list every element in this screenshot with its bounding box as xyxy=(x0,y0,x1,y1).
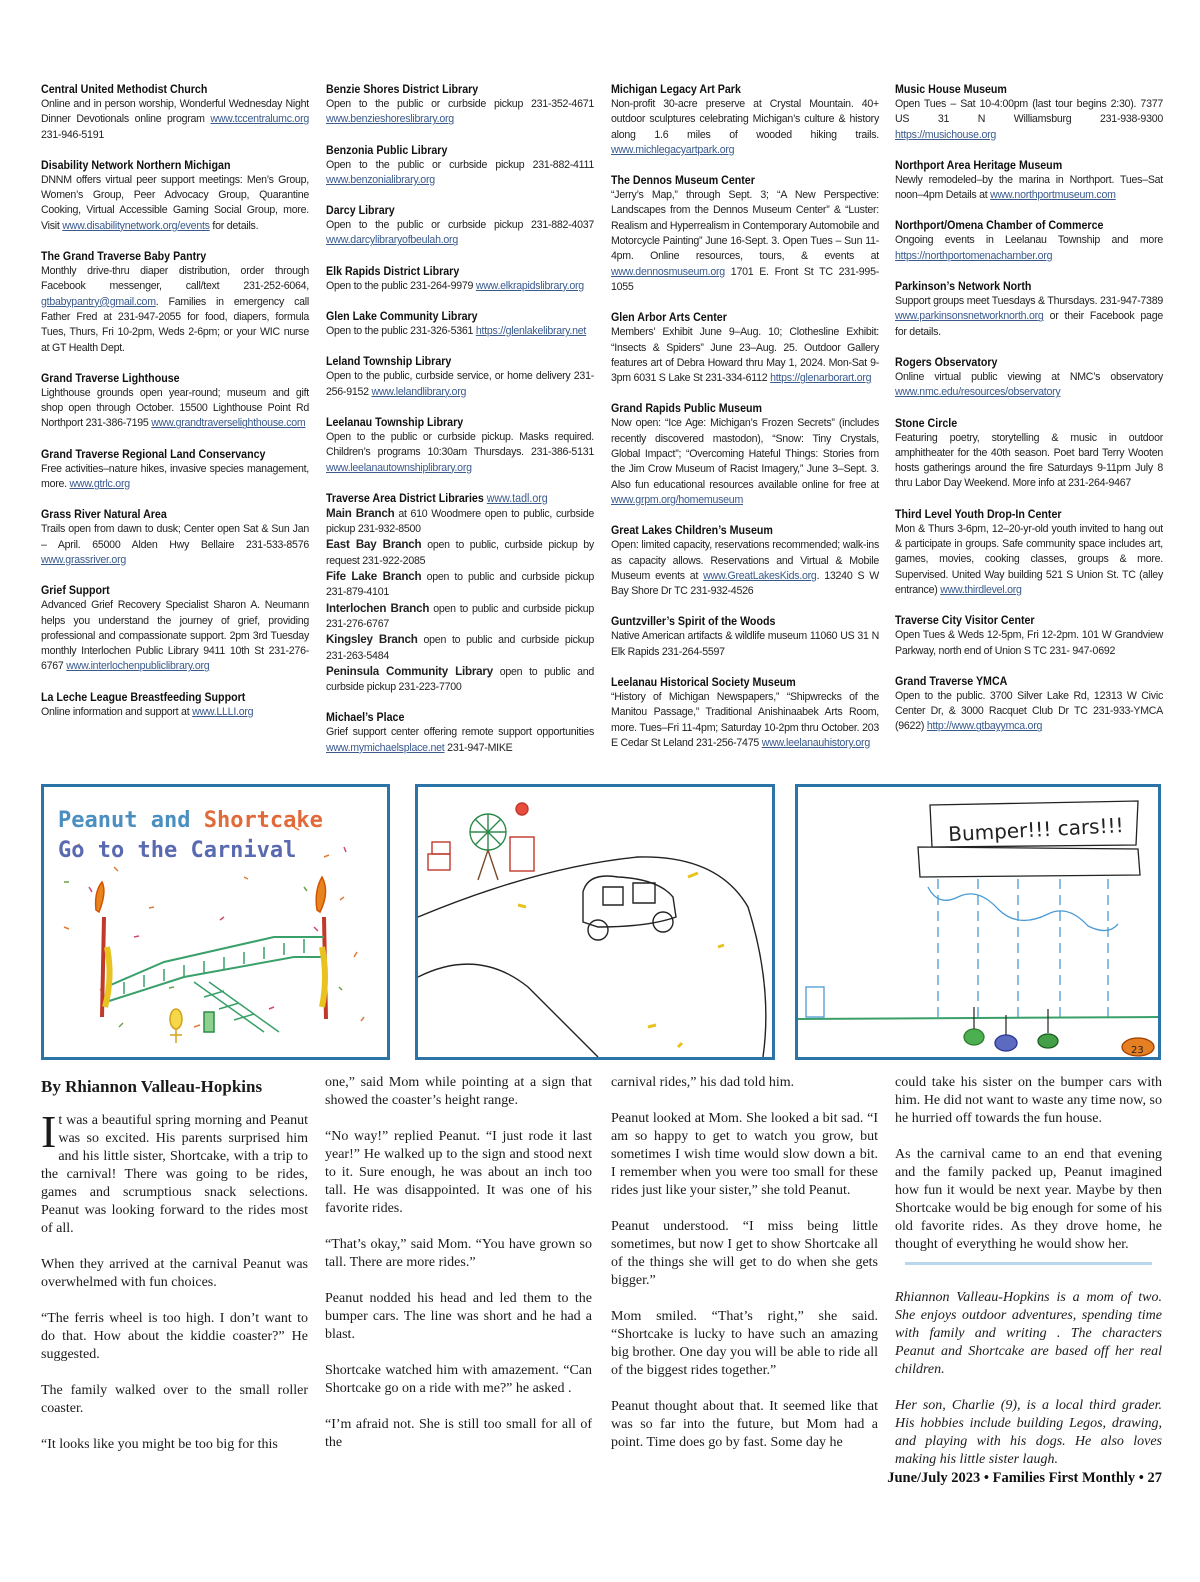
branch-name: Interlochen Branch xyxy=(326,601,430,615)
tadl-branch: Fife Lake Branch open to public and curbside pickup 231-879-4101 xyxy=(326,570,594,599)
dir-entry-name: Leelanau Historical Society Museum xyxy=(611,675,796,690)
dir-entry-name: Parkinson’s Network North xyxy=(895,279,1032,294)
dir-entry-link[interactable]: www.GreatLakesKids.org xyxy=(703,569,817,582)
story-paragraph: one,” said Mom while pointing at a sign that showed the coaster’s height range. xyxy=(325,1075,592,1108)
dir-entry-desc: Open Tues – Sat 10-4:00pm (last tour begins 2:30). 7377 US 31 N Williamsburg 231-938-9300 https://musichouse.org xyxy=(895,98,1163,141)
dir-entry-link[interactable]: https://glenarborart.org xyxy=(770,372,872,385)
dir-entry-name: Traverse Area District Libraries www.tadl.org xyxy=(326,490,548,505)
author-bio: Her son, Charlie (9), is a local third grader. His hobbies include building Legos, drawing, and playing with his dogs. He also loves making his little sister laugh. xyxy=(895,1398,1162,1467)
dir-entry-desc: Ongoing events in Leelanau Township and more https://northportomenachamber.org xyxy=(895,234,1163,262)
story-title-line-1: Peanut and Shortcake xyxy=(58,808,323,833)
dir-entry-link[interactable]: www.tadl.org xyxy=(486,490,548,505)
story-paragraph: “That’s okay,” said Mom. “You have grown so tall. There are more rides.” xyxy=(325,1237,592,1270)
directory-column-4 xyxy=(895,82,1163,750)
dir-entry-desc: Open to the public or curbside pickup. Masks required. Children’s programs 10:30am Thursdays. 231-386-5131 www.leelanautownshiplibrary.org xyxy=(326,430,594,474)
dir-entry-link[interactable]: www.mymichaelsplace.net xyxy=(326,741,445,754)
branch-name: East Bay Branch xyxy=(326,538,422,552)
dir-entry-link[interactable]: https://northportomenachamber.org xyxy=(895,249,1053,262)
dir-entry-name: The Dennos Museum Center xyxy=(611,173,755,188)
dir-entry-link[interactable]: www.grpm.org/homemuseum xyxy=(611,493,744,506)
dir-entry-name: Darcy Library xyxy=(326,203,395,218)
dir-entry xyxy=(326,82,594,128)
dir-entry-link[interactable]: www.grandtraverselighthouse.com xyxy=(151,417,306,430)
dir-entry-desc: Open to the public or curbside pickup 231-882-4111 www.benzonialibrary.org xyxy=(326,158,594,186)
dir-entry xyxy=(611,310,879,386)
drawing-title-panel xyxy=(41,784,390,1060)
dir-entry xyxy=(326,143,594,189)
dir-entry xyxy=(41,371,309,432)
drawing-number: 23 xyxy=(1131,1045,1144,1056)
dir-entry-name: Leelanau Township Library xyxy=(326,414,464,429)
story-paragraph: Peanut understood. “I miss being little sometimes, but now I get to show Shortcake all of the things she will get to do when she gets bigger.” xyxy=(611,1219,878,1288)
dir-entry-desc: Native American artifacts & wildlife museum 11060 US 31 N Elk Rapids 231-264-5597 xyxy=(611,630,879,658)
dir-entry xyxy=(41,249,309,356)
dir-entry-name: Disability Network Northern Michigan xyxy=(41,157,231,172)
dir-entry xyxy=(41,447,309,493)
dir-entry-desc: Mon & Thurs 3-6pm, 12–20-yr-old youth invited to hang out & participate in groups. Safe community space includes art, games, movies, cooking classes, groups & more. Supervised. United Way building 521 S Union St. TC (alley entrance) www.thirdlevel.org xyxy=(895,522,1163,596)
dir-entry-name: Grand Traverse Lighthouse xyxy=(41,370,180,385)
dir-entry-name: Michigan Legacy Art Park xyxy=(611,82,741,96)
dir-entry-link[interactable]: http://www.gtbayymca.org xyxy=(926,720,1043,733)
tadl-branch: East Bay Branch open to public, curbside pickup by request 231-922-2085 xyxy=(326,538,594,567)
dir-entry-desc: Open Tues & Weds 12-5pm, Fri 12-2pm. 101 W Grandview Parkway, north end of Union S TC 231- 947-0692 xyxy=(895,629,1163,657)
bumper-cars-drawing xyxy=(798,787,1158,1057)
dir-entry-name: Grass River Natural Area xyxy=(41,507,167,522)
story-paragraph: “No way!” replied Peanut. “I just rode it last year!” He walked up to the sign and stood next to it. Sure enough, he was about an inch too tall. He was disappointed. It was one of his favorite rides. xyxy=(325,1129,592,1216)
dir-entry-link[interactable]: https://glenlakelibrary.net xyxy=(475,325,587,338)
drawing-bumper-cars-panel xyxy=(795,784,1161,1060)
dir-entry-name: Northport Area Heritage Museum xyxy=(895,157,1063,172)
dir-entry-link[interactable]: www.elkrapidslibrary.org xyxy=(475,279,584,292)
story-paragraph: Peanut thought about that. It seemed like that was so far into the future, but Mom had a point. Time does go by fast. Some day he xyxy=(611,1399,878,1450)
dir-entry-desc: Online virtual public viewing at NMC’s observatory www.nmc.edu/resources/observatory xyxy=(895,370,1163,399)
dir-entry xyxy=(895,279,1163,340)
dir-entry-name: Rogers Observatory xyxy=(895,354,998,369)
dir-entry-link[interactable]: www.gtrlc.org xyxy=(69,478,130,491)
dir-entry-name: Stone Circle xyxy=(895,415,958,430)
dir-entry-name: Michael’s Place xyxy=(326,710,405,725)
directory-column-3 xyxy=(611,82,879,766)
dir-entry-link[interactable]: www.interlochenpubliclibrary.org xyxy=(66,660,210,673)
dir-entry xyxy=(41,690,309,720)
dir-entry-name: Music House Museum xyxy=(895,82,1007,96)
dir-entry-link[interactable]: www.michlegacyartpark.org xyxy=(611,143,735,156)
dir-entry-link[interactable]: www.grassriver.org xyxy=(41,553,126,566)
dir-entry xyxy=(611,401,879,508)
dir-entry-name: Grief Support xyxy=(41,583,110,598)
dir-entry-link[interactable]: www.nmc.edu/resources/observatory xyxy=(895,386,1061,399)
dir-entry xyxy=(895,218,1163,264)
story-paragraph: could take his sister on the bumper cars with him. He did not want to waste any time now, so he hurried off towards the fun house. xyxy=(895,1075,1162,1126)
dir-entry-desc: Non-profit 30-acre preserve at Crystal Mountain. 40+ outdoor sculptures celebrating Michigan’s culture & history along 1.6 miles of wooded hiking trails. www.michlegacyartpark.org xyxy=(611,98,879,156)
dir-entry-desc: Open to the public 231-264-9979 www.elkrapidslibrary.org xyxy=(326,279,584,292)
dir-entry xyxy=(41,158,309,234)
dir-entry-desc: Open to the public or curbside pickup 231-352-4671 www.benzieshoreslibrary.org xyxy=(326,98,594,126)
dir-entry xyxy=(895,613,1163,659)
dir-entry-name: The Grand Traverse Baby Pantry xyxy=(41,249,207,264)
tadl-branch: Main Branch at 610 Woodmere open to public, curbside pickup 231-932-8500 xyxy=(326,506,594,536)
dir-entry-desc: Open to the public, curbside service, or home delivery 231-256-9152 www.lelandlibrary.org xyxy=(326,370,594,398)
story-paragraph: “I’m afraid not. She is still too small for all of the xyxy=(325,1417,592,1450)
dir-entry-name: Grand Traverse Regional Land Conservancy xyxy=(41,446,266,461)
dir-entry-name: Guntzviller’s Spirit of the Woods xyxy=(611,614,776,629)
dir-entry xyxy=(326,354,594,400)
dir-entry-link[interactable]: www.thirdlevel.org xyxy=(940,583,1022,596)
dir-entry-desc: Now open: “Ice Age: Michigan’s Frozen Secrets” (includes recently discovered mastodon), “Snow: Tiny Crystals, Global Impact”; “Overcoming Hateful Things: Stories from the Jim Crow Museum of Racist Imagery,” June 3–Sept. 3. Also fun educational resources available online for free at www.grpm.org/homemuseum xyxy=(611,417,879,506)
dir-entry-michaels-place xyxy=(326,710,594,756)
dir-entry-link[interactable]: www.leelanautownshiplibrary.org xyxy=(326,461,472,474)
dir-entry-link[interactable]: www.tccentralumc.org xyxy=(210,113,309,126)
byline: By Rhiannon Valleau-Hopkins xyxy=(41,1077,263,1096)
dir-entry-name: Glen Arbor Arts Center xyxy=(611,310,727,325)
page-footer: June/July 2023 • Families First Monthly • 27 xyxy=(887,1470,1162,1486)
dir-entry-name: Benzie Shores District Library xyxy=(326,82,479,96)
dir-entry-name: Leland Township Library xyxy=(326,354,452,369)
dir-entry xyxy=(611,675,879,751)
dir-entry-link[interactable]: www.disabilitynetwork.org/events xyxy=(62,219,210,232)
dir-entry xyxy=(611,82,879,158)
branch-name: Main Branch xyxy=(326,506,395,520)
dir-entry xyxy=(326,415,594,476)
dir-entry xyxy=(326,309,594,339)
dir-entry-desc: Free activities–nature hikes, invasive species management, more. www.gtrlc.org xyxy=(41,462,309,491)
tadl-branch: Kingsley Branch open to public and curbside pickup 231-263-5484 xyxy=(326,633,594,662)
dir-entry-link[interactable]: www.darcylibraryofbeulah.org xyxy=(326,234,458,247)
dir-entry-desc: Open to the public. 3700 Silver Lake Rd, 12313 W Civic Center Dr, & 3000 Racquet Club Dr TC 231-933-YMCA (9622) http://www.gtbayymca.org xyxy=(895,689,1163,733)
dir-entry-link[interactable]: www.benzonialibrary.org xyxy=(326,173,435,186)
author-bio: Rhiannon Valleau-Hopkins is a mom of two. She enjoys outdoor adventures, spending time with family and writing . The characters Peanut and Shortcake are based off her real children. xyxy=(895,1290,1162,1377)
dir-entry-desc: “Jerry’s Map,” through Sept. 3; “A New Perspective: Landscapes from the Dennos Museum Center” & “Luster: Realism and Hyperrealism in Contemporary Automobile and Motorcycle Painting” June 16-Sept. 3. Open Tues – Sun 11-4pm. Online resources, tours, & events at www.dennosmuseum.org 1701 E. Front St TC 231-995-1055 xyxy=(611,189,879,293)
drop-cap: I xyxy=(41,1106,57,1157)
dir-entry-name: La Leche League Breastfeeding Support xyxy=(41,689,246,704)
dir-entry-tadl xyxy=(326,491,594,696)
dir-entry-link[interactable]: www.parkinsonsnetworknorth.org xyxy=(895,310,1044,323)
dir-entry-desc: Open: limited capacity, reservations recommended; walk-ins as capacity allows. Reservations and Virtual & Mobile Museum events at www.GreatLakesKids.org. 13240 S W Bay Shore Dr TC 231-932-4526 xyxy=(611,539,880,598)
story-paragraph: Shortcake watched him with amazement. “Can Shortcake go on a ride with me?” he asked . xyxy=(325,1363,592,1396)
dir-entry-desc: Newly remodeled–by the marina in Northport. Tues–Sat noon–4pm Details at www.northportmuseum.com xyxy=(895,173,1163,202)
story-paragraph: When they arrived at the carnival Peanut was overwhelmed with fun choices. xyxy=(41,1257,308,1290)
story-column-2 xyxy=(325,1074,592,1452)
story-paragraph: The family walked over to the small roller coaster. xyxy=(41,1383,308,1416)
dir-entry-desc: Trails open from dawn to dusk; Center open Sat & Sun Jan – April. 65000 Alden Hwy Bellaire 231-533-8576 www.grassriver.org xyxy=(41,523,309,566)
dir-entry xyxy=(895,674,1163,735)
dir-entry-desc: Advanced Grief Recovery Specialist Sharon A. Neumann helps you understand the journey of grief, providing professional and compassionate support. 2pm 3rd Tuesday monthly Interlochen Public Library 9411 10th St 231-276-6767 www.interlochenpubliclibrary.org xyxy=(41,599,309,673)
dir-entry-desc: Monthly drive-thru diaper distribution, order through Facebook messenger, call/text 231-252-6064, gtbabypantry@gmail.com. Families in emergency call Father Fred at 231-947-2055 for food, diapers, formula Tues, Thurs, Fri 10-2pm, Weds 2-6pm; or your WIC nurse at GT Health Dept. xyxy=(41,265,309,354)
story-paragraph: Peanut nodded his head and led them to the bumper cars. The line was short and he had a blast. xyxy=(325,1291,592,1342)
dir-entry xyxy=(41,507,309,568)
dir-entry-desc: Online and in person worship, Wonderful Wednesday Night Dinner Devotionals online program www.tccentralumc.org 231-946-5191 xyxy=(41,98,309,141)
story-paragraph: As the carnival came to an end that evening and the family packed up, Peanut imagined how fun it would be next year. Maybe by then Shortcake would be big enough for some of his old favorite rides. As they drove home, he thought of everything he would show her. xyxy=(895,1147,1162,1252)
branch-name: Kingsley Branch xyxy=(326,633,418,647)
story-paragraph: carnival rides,” his dad told him. xyxy=(611,1075,795,1090)
dir-entry-name: Benzonia Public Library xyxy=(326,142,448,157)
dir-entry-link[interactable]: www.benzieshoreslibrary.org xyxy=(326,113,454,126)
dir-entry xyxy=(895,158,1163,204)
dir-entry-name: Traverse City Visitor Center xyxy=(895,613,1035,628)
dir-entry-desc: Grief support center offering remote support opportunities www.mymichaelsplace.net 231-947-MIKE xyxy=(326,726,594,754)
dir-entry xyxy=(611,523,879,599)
story-paragraph-first: It was a beautiful spring morning and Peanut was so excited. His parents surprised him and his little sister, Shortcake, with a trip to the carnival! There was going to be rides, games and scrumptious snack selections. Peanut was looking forward to the rides most of all. xyxy=(41,1106,308,1236)
dir-entry xyxy=(326,203,594,249)
dir-entry-desc: Support groups meet Tuesdays & Thursdays. 231-947-7389 www.parkinsonsnetworknorth.org or their Facebook page for details. xyxy=(895,295,1163,338)
dir-entry-link[interactable]: www.lelandlibrary.org xyxy=(371,385,467,398)
dir-entry xyxy=(895,355,1163,401)
dir-entry-link[interactable]: www.leelanauhistory.org xyxy=(761,736,870,749)
dir-entry xyxy=(895,507,1163,598)
bed-drawing xyxy=(44,787,387,1057)
dir-entry xyxy=(41,583,309,674)
bumper-cars-sign: Bumper!!! cars!!! xyxy=(947,813,1125,847)
dir-entry xyxy=(326,264,594,294)
dir-entry-link[interactable]: www.dennosmuseum.org xyxy=(611,265,725,278)
dir-entry-name: Central United Methodist Church xyxy=(41,82,208,96)
dir-entry-name: Glen Lake Community Library xyxy=(326,309,478,324)
dir-entry xyxy=(611,614,879,660)
directory-column-1 xyxy=(41,82,309,735)
dir-entry xyxy=(895,416,1163,492)
tadl-branches xyxy=(326,506,594,696)
story-column-1 xyxy=(41,1074,308,1454)
tadl-branch: Interlochen Branch open to public and curbside pickup 231-276-6767 xyxy=(326,601,594,630)
story-paragraph: Peanut looked at Mom. She looked a bit sad. “I am so happy to get to watch you grow, but sometimes I wish time would slow down a bit. I remember when you were too small for these rides just like your sister,” she told Peanut. xyxy=(611,1111,878,1198)
dir-entry xyxy=(895,82,1163,143)
dir-entry-name: Elk Rapids District Library xyxy=(326,263,460,278)
dir-entry-desc: Open to the public or curbside pickup 231-882-4037 www.darcylibraryofbeulah.org xyxy=(326,219,594,247)
car-drawing xyxy=(418,787,772,1057)
dir-entry-desc: DNNM offers virtual peer support meetings: Men’s Group, Women’s Group, Peer Advocacy Group, Quarantine Cooking, Virtual Accessible Gaming Social Group, more. Visit www.disabilitynetwork.org/events for details. xyxy=(41,173,309,232)
story-paragraph: “The ferris wheel is too high. I don’t want to do that. How about the kiddie coaster?” He suggested. xyxy=(41,1311,308,1362)
dir-entry-link[interactable]: https://musichouse.org xyxy=(895,128,997,141)
dir-entry-desc: “History of Michigan Newspapers,” “Shipwrecks of the Manitou Passage,” Traditional Anishinaabek Arts Room, more. Tues–Fri 11-4pm; Saturday 10-2pm thru October. 203 E Cedar St Leland 231-256-7475 www.leelanauhistory.org xyxy=(611,691,879,749)
dir-entry-name: Grand Rapids Public Museum xyxy=(611,401,762,416)
dir-entry-name: Grand Traverse YMCA xyxy=(895,673,1008,688)
dir-entry-name: Northport/Omena Chamber of Commerce xyxy=(895,218,1104,233)
story-paragraph: “It looks like you might be too big for this xyxy=(41,1437,278,1452)
dir-entry xyxy=(41,82,309,143)
branch-name: Peninsula Community Library xyxy=(326,664,493,678)
directory-column-2 xyxy=(326,82,594,771)
divider-rule xyxy=(905,1262,1152,1265)
dir-entry-name: Great Lakes Children’s Museum xyxy=(611,523,773,538)
dir-entry-desc: Members’ Exhibit June 9–Aug. 10; Clothesline Exhibit: “Insects & Spiders” June 23–Aug. 25. Outdoor Gallery features art of Debra Howard thru May 1, 2024. Mon-Sat 9-3pm 6031 S Lake St 231-334-6112 https://glenarborart.org xyxy=(611,326,879,385)
story-column-3 xyxy=(611,1074,878,1452)
dir-entry-desc: Lighthouse grounds open year-round; museum and gift shop open through October. 15500 Lighthouse Point Rd Northport 231-386-7195 www.grandtraverselighthouse.com xyxy=(41,386,309,430)
story-paragraph: Mom smiled. “That’s right,” she said. “Shortcake is lucky to have such an amazing big brother. One day you will be able to ride all of the biggest rides together.” xyxy=(611,1309,878,1378)
dir-entry-link[interactable]: gtbabypantry@gmail.com xyxy=(41,295,156,308)
dir-entry-desc: Online information and support at www.LLLI.org xyxy=(41,705,254,718)
story-column-4 xyxy=(895,1074,1162,1487)
dir-entry-name: Third Level Youth Drop-In Center xyxy=(895,506,1062,521)
dir-entry xyxy=(611,173,879,295)
dir-entry-link[interactable]: www.LLLI.org xyxy=(192,705,254,718)
dir-entry-desc: Open to the public 231-326-5361 https://glenlakelibrary.net xyxy=(326,325,587,338)
branch-name: Fife Lake Branch xyxy=(326,570,422,584)
dir-entry-link[interactable]: www.northportmuseum.com xyxy=(990,189,1116,202)
tadl-branch: Peninsula Community Library open to public and curbside pickup 231-223-7700 xyxy=(326,664,594,694)
drawing-car-panel xyxy=(415,784,775,1060)
dir-entry-desc: Featuring poetry, storytelling & music in outdoor amphitheater for the 40th season. Poet bard Terry Wooten hosts gatherings around the fire Saturdays 9-11pm July 8 thru Labor Day Weekend. More info at 231-264-9467 xyxy=(895,431,1163,490)
story-title-line-2: Go to the Carnival xyxy=(58,838,297,863)
